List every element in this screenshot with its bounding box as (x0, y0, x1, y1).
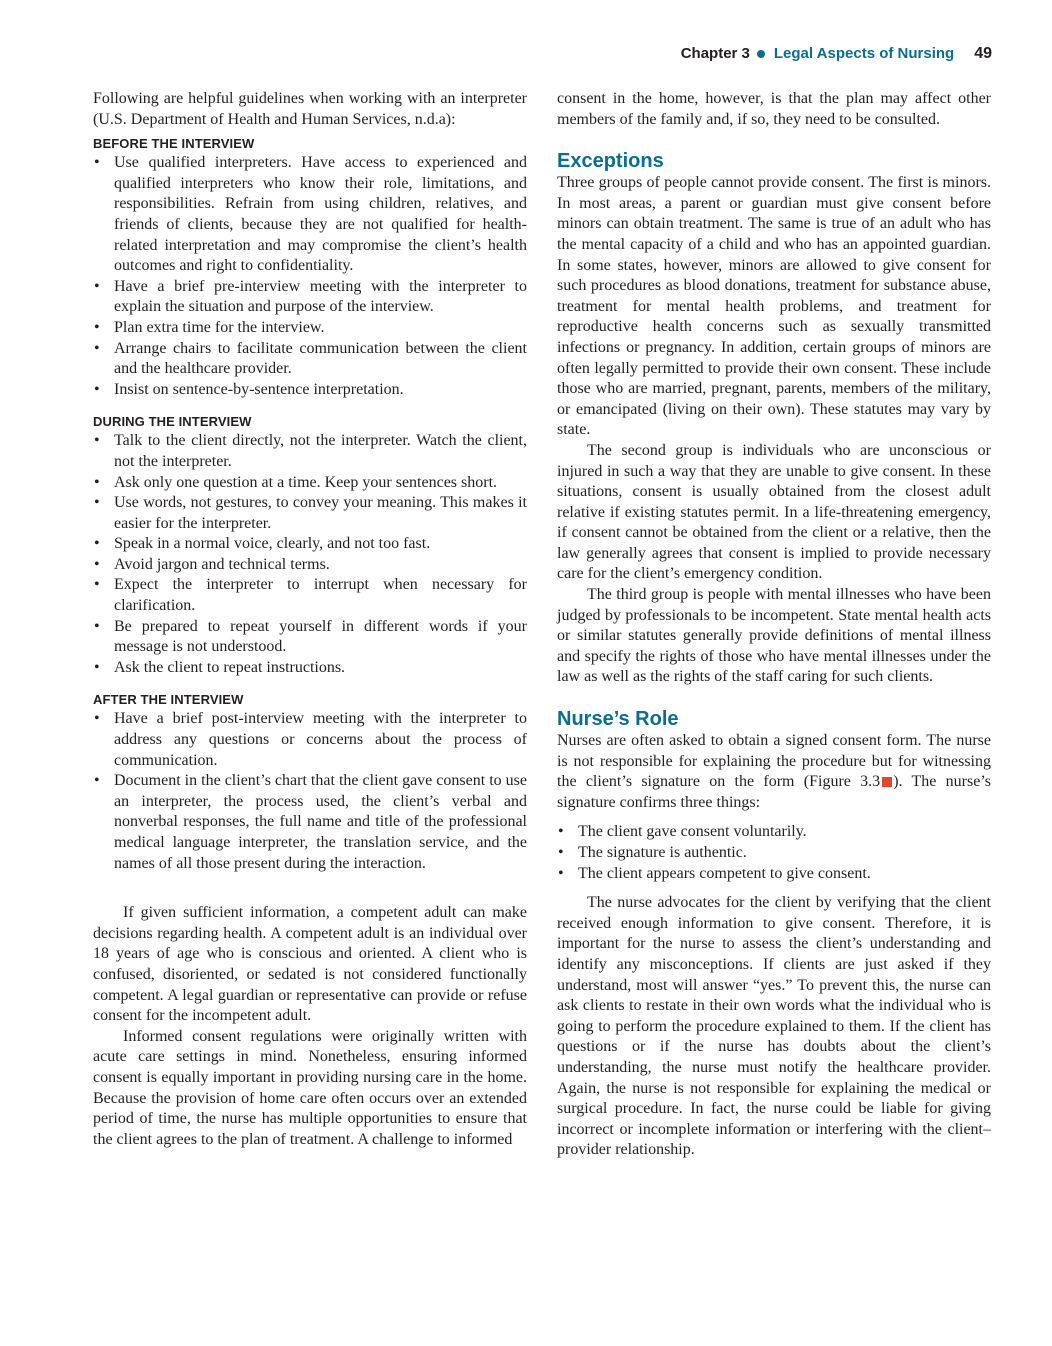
before-interview-heading: BEFORE THE INTERVIEW (93, 136, 255, 152)
list-item: • The client gave consent voluntarily. (557, 822, 991, 843)
left-column (93, 89, 527, 1150)
exceptions-paragraph-1: Three groups of people cannot provide consent. The first is minors. In most areas, a parent or guardian must give consent before minors can obtain treatment. The same is true of an adult who has the mental capacity of a child and who has an appointed guardian. In some states, however, minors are allowed to give consent for such procedures as blood donations, treatment for substance abuse, treatment for mental health problems, and treatment for reproductive health concerns such as sexually transmitted infections or pregnancy. In addition, certain groups of minors are often legally permitted to provide their own consent. These include those who are married, pregnant, parents, members of the military, or emancipated (living on their own). These statutes may vary by state. (557, 174, 991, 439)
list-item: • Plan extra time for the interview. (93, 318, 527, 339)
paragraph-text: ). The nurse’s signature confirms three things: (557, 773, 992, 811)
list-item: • Use words, not gestures, to convey your meaning. This makes it easier for the interpreter. (93, 493, 527, 534)
exceptions-paragraph-2: The second group is individuals who are unconscious or injured in such a way that they are unable to give consent. In these situations, consent is usually obtained from the closest adult relative if existing statutes permit. In a life-threatening emergency, if consent cannot be obtained from the client or a relative, then the law generally agrees that consent is implied to provide necessary care for the client’s emergency condition. (557, 441, 991, 583)
right-column (557, 89, 991, 1161)
bullet-dot-icon (757, 50, 765, 58)
nurses-role-paragraph-2: The nurse advocates for the client by verifying that the client received enough information to give consent. Therefore, it is important for the nurse to assess the client’s understanding and identify any misconceptions. If clients are just asked if they understand, most will answer “yes.” To prevent this, the nurse can ask clients to restate in their own words what the individual who is going to perform the procedure explained to them. If the client has questions or if the nurse has doubts about the client’s understanding, the nurse must notify the healthcare provider. Again, the nurse is not responsible for explaining the medical or surgical procedure. In fact, the nurse could be liable for giving incorrect or incomplete information or interfering with the client–provider relationship. (557, 894, 991, 1159)
running-header (560, 44, 992, 64)
list-item: • Insist on sentence-by-sentence interpretation. (93, 380, 527, 401)
chapter-label: Chapter 3 (680, 45, 750, 62)
nurses-role-heading: Nurse’s Role (557, 708, 679, 731)
list-item: • Speak in a normal voice, clearly, and not too fast. (93, 534, 527, 555)
before-interview-list (93, 153, 527, 400)
list-item: • The client appears competent to give consent. (557, 864, 991, 885)
list-item: • Ask the client to repeat instructions. (93, 658, 527, 679)
after-interview-list (93, 709, 527, 874)
intro-paragraph: Following are helpful guidelines when working with an interpreter (U.S. Department of Health and Human Services, n.d.a): (93, 90, 527, 128)
exceptions-heading: Exceptions (557, 150, 664, 173)
list-item: • Expect the interpreter to interrupt when necessary for clarification. (93, 575, 527, 616)
list-item: • Avoid jargon and technical terms. (93, 555, 527, 576)
list-item: • Have a brief pre-interview meeting with the interpreter to explain the situation and purpose of the interview. (93, 277, 527, 318)
list-item: • Talk to the client directly, not the interpreter. Watch the client, not the interpreter. (93, 431, 527, 472)
home-care-paragraph: Informed consent regulations were originally written with acute care settings in mind. Nonetheless, ensuring informed consent is equally important in providing nursing care in the home. Because the provision of home care often occurs over an extended period of time, the nurse has multiple opportunities to ensure that the client agrees to the plan of treatment. A challenge to informed (93, 1027, 527, 1148)
competent-adult-paragraph: If given sufficient information, a competent adult can make decisions regarding health. A competent adult is an individual over 18 years of age who is conscious and oriented. A client who is confused, disoriented, or sedated is not considered functionally competent. A legal guardian or representative can provide or refuse consent for the incompetent adult. (93, 904, 527, 1025)
figure-reference-icon[interactable] (882, 777, 892, 787)
list-item: • Be prepared to repeat yourself in different words if your message is not understood. (93, 617, 527, 658)
list-item: • Have a brief post-interview meeting with the interpreter to address any questions or concerns about the process of communication. (93, 709, 527, 771)
nurses-role-paragraph-1 (557, 731, 991, 813)
list-item: • Ask only one question at a time. Keep your sentences short. (93, 473, 527, 494)
list-item: • Document in the client’s chart that the client gave consent to use an interpreter, the process used, the client’s verbal and nonverbal responses, the full name and title of the professional medical language interpreter, the translation service, and the names of all those present during the interaction. (93, 771, 527, 874)
section-title: Legal Aspects of Nursing (773, 45, 955, 62)
exceptions-paragraph-3: The third group is people with mental illnesses who have been judged by professionals to be incompetent. State mental health acts or similar statutes generally provide definitions of mental illness and specify the rights of those who have mental illnesses under the law as well as the rights of the staff caring for such clients. (557, 586, 991, 686)
page-number: 49 (974, 45, 992, 62)
signature-confirms-list (557, 822, 991, 884)
during-interview-heading: DURING THE INTERVIEW (93, 414, 252, 430)
list-item: • The signature is authentic. (557, 843, 991, 864)
paragraph-text: Nurses are often asked to obtain a signed consent form. The nurse is not responsible for explaining the procedure but for witnessing the client’s signature on the form (Figure 3.3 (557, 732, 991, 791)
during-interview-list (93, 431, 527, 678)
continuation-paragraph: consent in the home, however, is that the plan may affect other members of the family and, if so, they need to be consulted. (557, 90, 991, 128)
after-interview-heading: AFTER THE INTERVIEW (93, 692, 244, 708)
list-item: • Arrange chairs to facilitate communication between the client and the healthcare provider. (93, 339, 527, 380)
list-item: • Use qualified interpreters. Have access to experienced and qualified interpreters who know their role, limitations, and responsibilities. Refrain from using children, relatives, and friends of clients, because they are not qualified for health-related interpretation and may compromise the client’s health outcomes and right to confidentiality. (93, 153, 527, 277)
